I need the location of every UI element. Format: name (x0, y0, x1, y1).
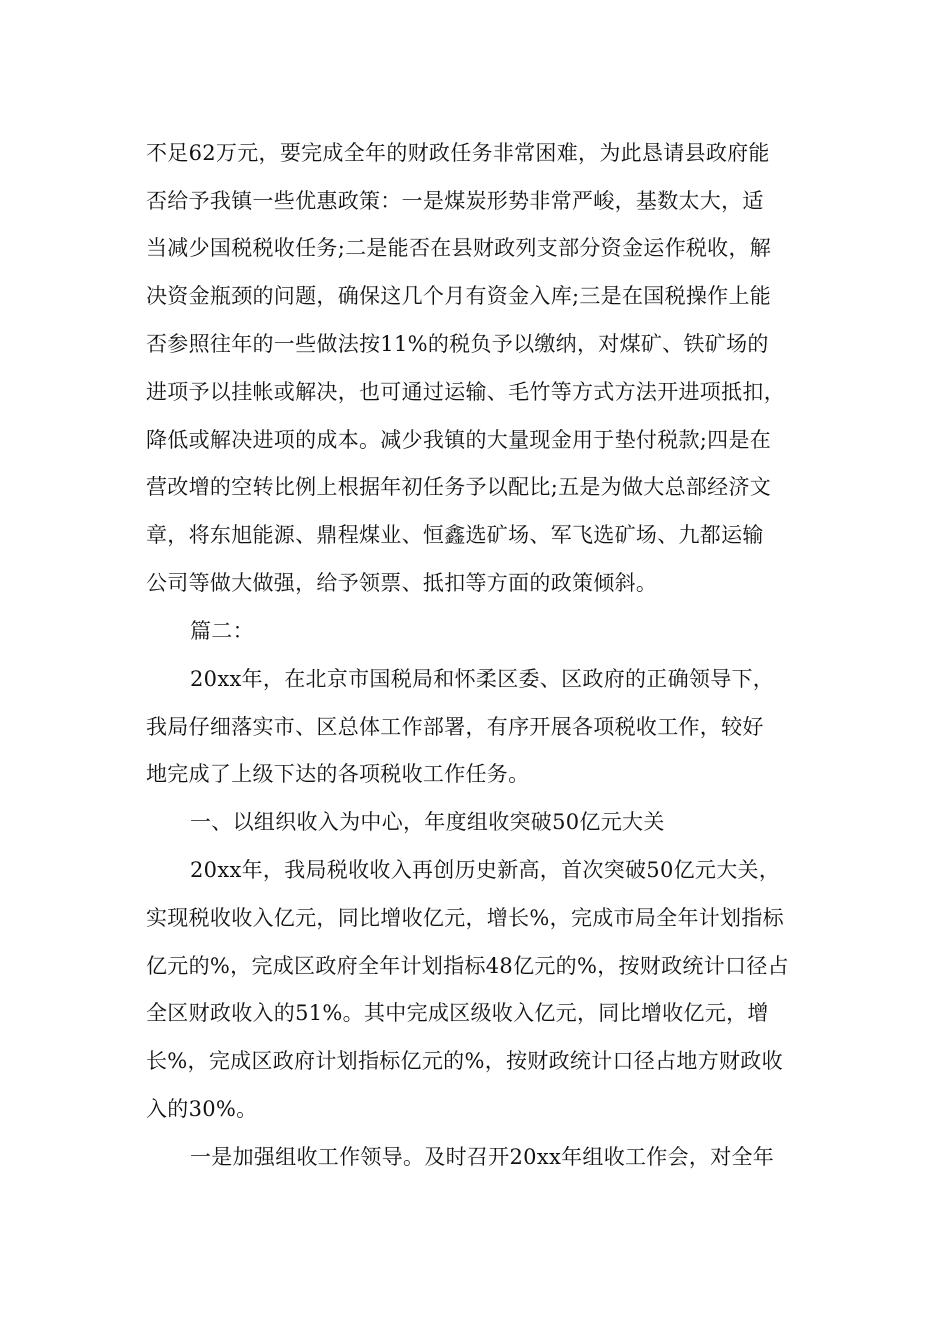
subsection-heading-1: 一、以组织收入为中心，年度组收突破50亿元大关 (190, 810, 665, 834)
text-line-16: 20xx年，我局税收收入再创历史新高，首次突破50亿元大关， (190, 858, 781, 882)
text-line-18: 亿元的%，完成区政府全年计划指标48亿元的%，按财政统计口径占 (146, 954, 789, 978)
text-line-21: 入的30%。 (146, 1097, 258, 1121)
text-line-4: 决资金瓶颈的问题，确保这几个月有资金入库;三是在国税操作上能 (146, 284, 772, 308)
section-heading-part-two: 篇二： (190, 619, 254, 643)
text-line-22: 一是加强组收工作领导。及时召开20xx年组收工作会，对全年 (190, 1145, 775, 1169)
text-line-14: 地完成了上级下达的各项税收工作任务。 (146, 762, 530, 786)
text-line-9: 章，将东旭能源、鼎程煤业、恒鑫选矿场、军飞选矿场、九都运输 (146, 523, 764, 547)
text-line-1: 不足62万元，要完成全年的财政任务非常困难，为此恳请县政府能 (146, 141, 770, 165)
text-line-12: 20xx年，在北京市国税局和怀柔区委、区政府的正确领导下， (190, 667, 775, 691)
text-line-17: 实现税收收入亿元，同比增收亿元，增长%，完成市局全年计划指标 (146, 906, 784, 930)
text-line-8: 营改增的空转比例上根据年初任务予以配比;五是为做大总部经济文 (146, 475, 772, 499)
text-line-10: 公司等做大做强，给予领票、抵扣等方面的政策倾斜。 (146, 571, 658, 595)
text-line-19: 全区财政收入的51%。其中完成区级收入亿元，同比增收亿元，增 (146, 1001, 769, 1025)
text-line-7: 降低或解决进项的成本。减少我镇的大量现金用于垫付税款;四是在 (146, 428, 772, 452)
text-line-6: 进项予以挂帐或解决，也可通过运输、毛竹等方式方法开进项抵扣， (146, 380, 785, 404)
text-line-13: 我局仔细落实市、区总体工作部署，有序开展各项税收工作，较好 (146, 715, 764, 739)
text-line-5: 否参照往年的一些做法按11%的税负予以缴纳，对煤矿、铁矿场的 (146, 332, 769, 356)
text-line-2: 否给予我镇一些优惠政策：一是煤炭形势非常严峻，基数太大，适 (146, 189, 764, 213)
text-line-20: 长%，完成区政府计划指标亿元的%，按财政统计口径占地方财政收 (146, 1049, 783, 1073)
text-line-3: 当减少国税税收任务;二是能否在县财政列支部分资金运作税收，解 (146, 236, 772, 260)
